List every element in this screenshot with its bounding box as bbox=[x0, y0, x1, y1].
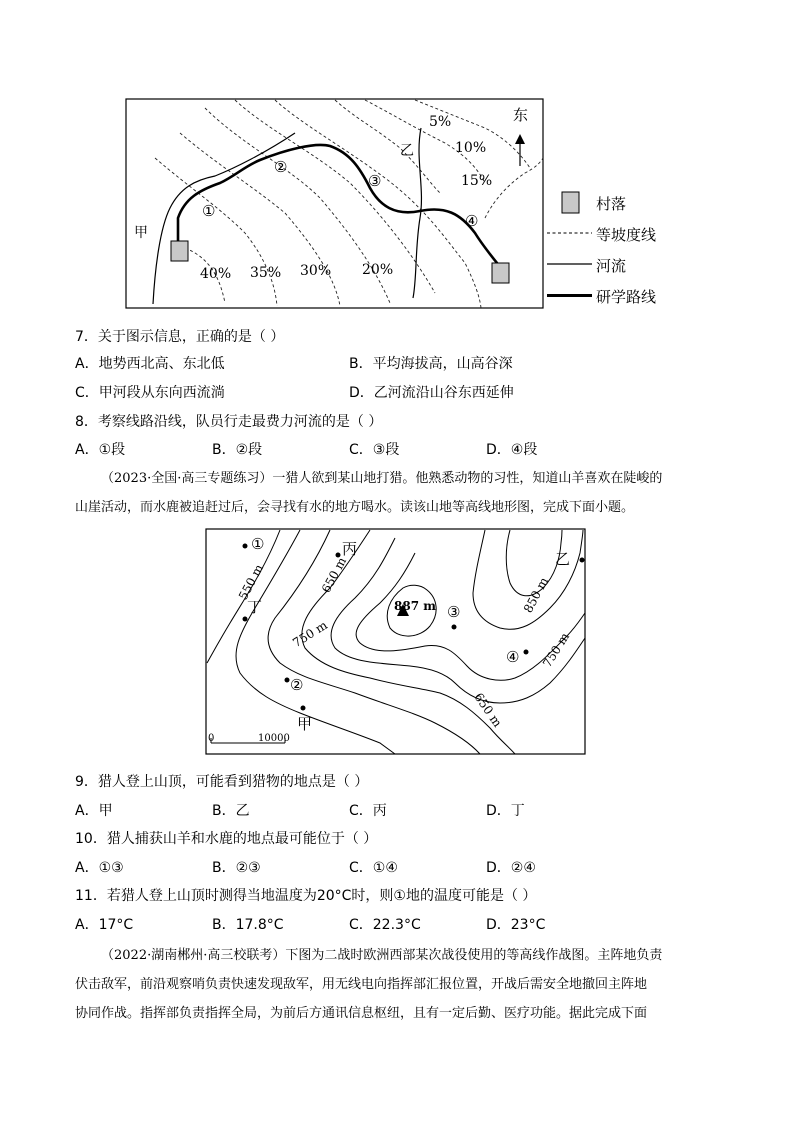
q11-stem: 11．若猎人登上山顶时测得当地温度为20°C时，则①地的温度可能是（ ） bbox=[75, 888, 537, 904]
q10-option-d[interactable]: D．②④ bbox=[486, 860, 536, 876]
q10-option-b[interactable]: B．②③ bbox=[212, 860, 261, 876]
q7-option-b[interactable]: B．平均海拔高，山高谷深 bbox=[349, 356, 513, 372]
slope-map bbox=[125, 98, 545, 310]
legend-dashed-icon bbox=[547, 231, 592, 235]
contour-750-right: 750 m bbox=[540, 630, 573, 670]
marker-2: ② bbox=[274, 158, 288, 176]
contour-map bbox=[205, 528, 587, 756]
q11-option-b[interactable]: B．17.8°C bbox=[212, 917, 284, 933]
contour-850: 850 m bbox=[520, 574, 552, 616]
map2-bing: 丙 bbox=[342, 540, 358, 558]
contour-650-top: 650 m bbox=[318, 554, 350, 596]
intro-2023 bbox=[75, 464, 725, 522]
contour-550: 550 m bbox=[235, 561, 267, 603]
map2-marker-1: ① bbox=[251, 535, 265, 553]
slope-35: 35% bbox=[250, 265, 282, 281]
intro-2023-line1: （2023·全国·高三专题练习）一猎人欲到某山地打猎。他熟悉动物的习性，知道山羊喜欢在陡峻的 bbox=[101, 471, 663, 486]
q11-option-d[interactable]: D．23°C bbox=[486, 917, 546, 933]
legend-village-icon bbox=[561, 191, 581, 215]
intro-2022-line2: 伏击敌军，前沿观察哨负责快速发现敌军，用无线电向指挥部汇报位置，开战后需安全地撤回主阵地 bbox=[75, 977, 648, 992]
map2-marker-3: ③ bbox=[447, 603, 461, 621]
legend-village-label: 村落 bbox=[596, 195, 627, 213]
legend-route-label: 研学路线 bbox=[596, 288, 657, 306]
legend-route-icon bbox=[547, 293, 592, 298]
map2-marker-2: ② bbox=[290, 676, 304, 694]
slope-30: 30% bbox=[300, 263, 332, 279]
q9-option-c[interactable]: C．丙 bbox=[349, 803, 387, 819]
intro-2023-line2: 山崖活动，而水鹿被追赶过后，会寻找有水的地方喝水。读该山地等高线地形图，完成下面小题。 bbox=[75, 500, 635, 515]
q8-option-b[interactable]: B．②段 bbox=[212, 442, 263, 458]
q8-stem: 8．考察线路沿线，队员行走最费力河流的是（ ） bbox=[75, 414, 383, 430]
slope-15: 15% bbox=[461, 173, 493, 189]
slope-10: 10% bbox=[455, 140, 487, 156]
yi-label: 乙 bbox=[400, 143, 414, 159]
map2-yi: 乙 bbox=[555, 550, 571, 568]
jia-label: 甲 bbox=[134, 225, 148, 241]
q7-option-d[interactable]: D．乙河流沿山谷东西延伸 bbox=[349, 385, 514, 401]
intro-2022-line1: （2022·湖南郴州·高三校联考）下图为二战时欧洲西部某次战役使用的等高线作战图。主阵地负责 bbox=[101, 948, 663, 963]
q8-option-a[interactable]: A．①段 bbox=[75, 442, 126, 458]
marker-4: ④ bbox=[465, 212, 479, 230]
q11-option-a[interactable]: A．17°C bbox=[75, 917, 134, 933]
legend-slope-label: 等坡度线 bbox=[596, 226, 657, 244]
peak-elevation: 887 m bbox=[394, 599, 436, 613]
q7-option-c[interactable]: C．甲河段从东向西流淌 bbox=[75, 385, 225, 401]
slope-5: 5% bbox=[429, 114, 452, 130]
marker-1: ① bbox=[202, 202, 216, 220]
map2-ding: 丁 bbox=[247, 598, 263, 616]
contour-650-bottom: 650 m bbox=[471, 690, 505, 730]
q11-option-c[interactable]: C．22.3°C bbox=[349, 917, 421, 933]
scale-end: 10000 bbox=[258, 733, 290, 744]
village-east bbox=[492, 263, 509, 283]
scale-zero: 0 bbox=[208, 733, 215, 744]
marker-3: ③ bbox=[368, 172, 382, 190]
east-label: 东 bbox=[513, 106, 529, 124]
q7-option-a[interactable]: A．地势西北高、东北低 bbox=[75, 356, 225, 372]
q7-stem: 7．关于图示信息，正确的是（ ） bbox=[75, 329, 285, 345]
intro-2022-line3: 协同作战。指挥部负责指挥全局，为前后方通讯信息枢纽，且有一定后勤、医疗功能。据此完成下面 bbox=[75, 1006, 648, 1021]
slope-40: 40% bbox=[200, 266, 232, 282]
legend-river-icon bbox=[547, 262, 592, 266]
q9-option-d[interactable]: D．丁 bbox=[486, 803, 525, 819]
q10-stem: 10．猎人捕获山羊和水鹿的地点最可能位于（ ） bbox=[75, 831, 378, 847]
q10-option-c[interactable]: C．①④ bbox=[349, 860, 398, 876]
q9-option-b[interactable]: B．乙 bbox=[212, 803, 250, 819]
q8-option-c[interactable]: C．③段 bbox=[349, 442, 400, 458]
q10-option-a[interactable]: A．①③ bbox=[75, 860, 124, 876]
slope-20: 20% bbox=[362, 262, 394, 278]
map2-marker-4: ④ bbox=[506, 648, 520, 666]
q9-option-a[interactable]: A．甲 bbox=[75, 803, 113, 819]
village-west bbox=[171, 241, 188, 261]
legend-river-label: 河流 bbox=[596, 257, 627, 275]
intro-2022 bbox=[75, 941, 725, 1028]
map2-jia: 甲 bbox=[297, 715, 313, 733]
q8-option-d[interactable]: D．④段 bbox=[486, 442, 538, 458]
q9-stem: 9．猎人登上山顶，可能看到猎物的地点是（ ） bbox=[75, 774, 369, 790]
contour-750-left: 750 m bbox=[290, 617, 330, 651]
